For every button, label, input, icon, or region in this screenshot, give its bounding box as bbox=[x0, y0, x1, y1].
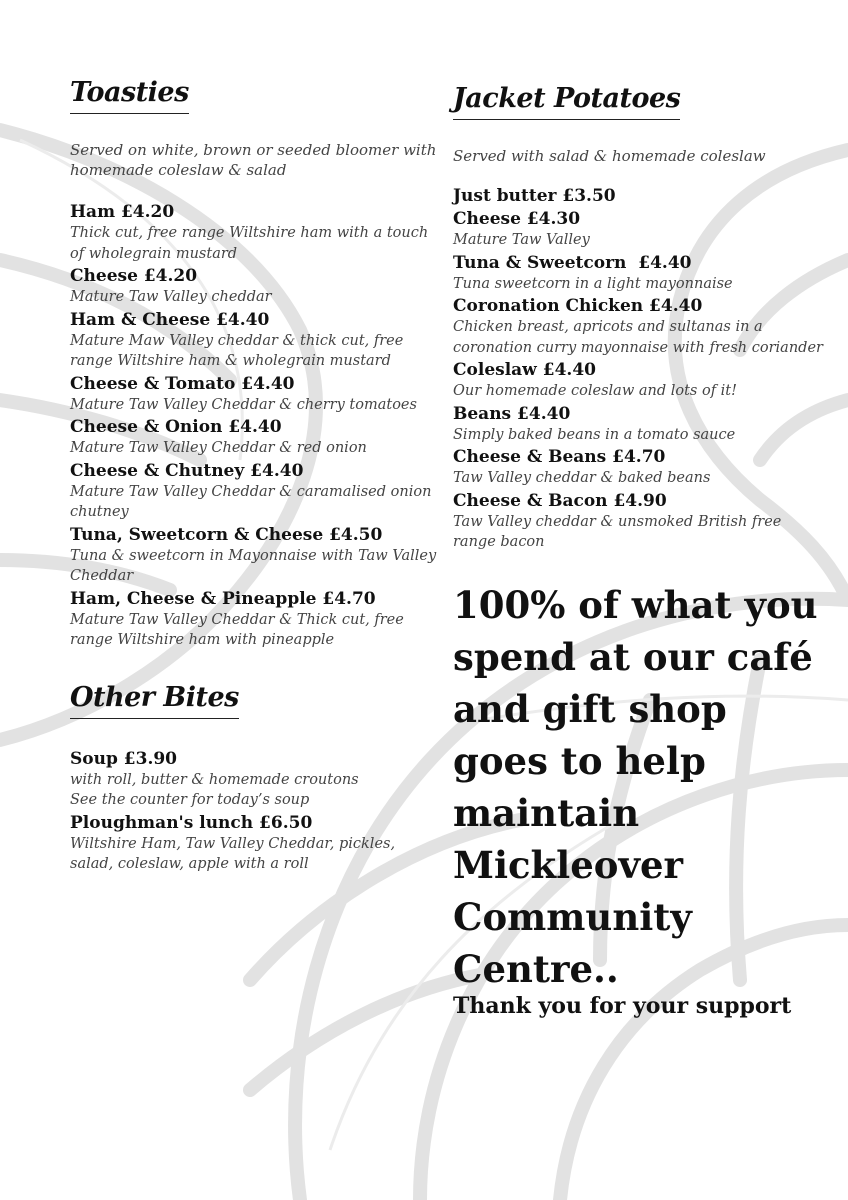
item-name: Cheese £4.20 bbox=[70, 266, 198, 286]
left-column bbox=[70, 76, 440, 877]
toasties-heading: Toasties bbox=[70, 76, 189, 114]
item-desc: Our homemade coleslaw and lots of it! bbox=[453, 383, 737, 399]
item-name: Cheese £4.30 bbox=[453, 209, 581, 229]
menu-item bbox=[70, 589, 440, 651]
item-name: Ham £4.20 bbox=[70, 202, 175, 222]
item-desc: with roll, butter & homemade croutons bbox=[70, 771, 359, 788]
item-desc: Thick cut, free range Wiltshire ham with a touch of wholegrain mustard bbox=[70, 225, 429, 262]
item-name: Cheese & Onion £4.40 bbox=[70, 417, 282, 437]
menu-item bbox=[453, 360, 828, 402]
item-desc: Mature Taw Valley cheddar bbox=[70, 289, 272, 305]
toasties-intro: Served on white, brown or seeded bloomer with homemade coleslaw & salad bbox=[70, 141, 437, 179]
right-column bbox=[453, 82, 828, 1021]
item-name: Soup £3.90 bbox=[70, 748, 178, 769]
item-desc: Mature Taw Valley Cheddar & red onion bbox=[70, 440, 367, 456]
menu-item bbox=[453, 186, 828, 207]
thank-you-note: Thank you for your support bbox=[453, 992, 792, 1019]
jacket-potatoes-heading: Jacket Potatoes bbox=[453, 82, 680, 120]
charity-message: 100% of what you spend at our café and gift shop goes to help maintain Mickleover Community Centre.. bbox=[453, 582, 818, 991]
menu-item bbox=[70, 749, 440, 811]
item-name: Just butter £3.50 bbox=[453, 186, 616, 206]
item-desc: Mature Taw Valley Cheddar & Thick cut, free range Wiltshire ham with pineapple bbox=[70, 611, 404, 648]
menu-item bbox=[70, 310, 440, 372]
menu-item bbox=[70, 266, 440, 308]
menu-item bbox=[453, 253, 828, 295]
item-desc-note: See the counter for today’s soup bbox=[70, 792, 310, 808]
item-name: Ham & Cheese £4.40 bbox=[70, 309, 270, 330]
item-desc: Chicken breast, apricots and sultanas in a coronation curry mayonnaise with fresh coriander bbox=[453, 319, 823, 356]
other-bites-section bbox=[70, 681, 440, 875]
item-desc: Tuna & sweetcorn in Mayonnaise with Taw Valley Cheddar bbox=[70, 547, 437, 584]
item-name: Coronation Chicken £4.40 bbox=[453, 296, 703, 316]
item-desc: Taw Valley cheddar & baked beans bbox=[453, 470, 711, 486]
item-desc: Tuna sweetcorn in a light mayonnaise bbox=[453, 275, 733, 292]
item-desc: Mature Taw Valley Cheddar & caramalised onion chutney bbox=[70, 483, 432, 520]
item-name: Beans £4.40 bbox=[453, 403, 571, 424]
menu-item bbox=[70, 461, 440, 523]
menu-item bbox=[453, 491, 828, 553]
menu-item bbox=[70, 417, 440, 459]
jacket-potatoes-intro: Served with salad & homemade coleslaw bbox=[453, 147, 766, 165]
item-name: Cheese & Tomato £4.40 bbox=[70, 373, 295, 394]
item-name: Tuna & Sweetcorn £4.40 bbox=[453, 252, 692, 273]
item-desc: Taw Valley cheddar & unsmoked British free range bacon bbox=[453, 513, 782, 550]
item-desc: Simply baked beans in a tomato sauce bbox=[453, 426, 736, 443]
jacket-potatoes-section bbox=[453, 82, 828, 553]
item-desc: Wiltshire Ham, Taw Valley Cheddar, pickles, salad, coleslaw, apple with a roll bbox=[70, 835, 396, 872]
item-name: Ploughman's lunch £6.50 bbox=[70, 812, 313, 833]
item-name: Cheese & Chutney £4.40 bbox=[70, 460, 304, 481]
item-name: Coleslaw £4.40 bbox=[453, 360, 596, 380]
menu-item bbox=[70, 202, 440, 264]
item-name: Tuna, Sweetcorn & Cheese £4.50 bbox=[70, 524, 383, 545]
menu-item bbox=[453, 296, 828, 358]
toasties-section bbox=[70, 76, 440, 651]
item-name: Cheese & Bacon £4.90 bbox=[453, 490, 667, 511]
menu-item bbox=[453, 404, 828, 446]
item-name: Cheese & Beans £4.70 bbox=[453, 447, 666, 467]
menu-item bbox=[70, 813, 440, 875]
menu-item bbox=[70, 374, 440, 416]
item-desc: Mature Maw Valley cheddar & thick cut, free range Wiltshire ham & wholegrain mustard bbox=[70, 332, 404, 369]
menu-item bbox=[70, 525, 440, 587]
menu-item bbox=[453, 447, 828, 489]
item-desc: Mature Taw Valley bbox=[453, 232, 590, 248]
item-name: Ham, Cheese & Pineapple £4.70 bbox=[70, 588, 376, 609]
other-bites-heading: Other Bites bbox=[70, 681, 239, 719]
item-desc: Mature Taw Valley Cheddar & cherry tomatoes bbox=[70, 396, 417, 413]
menu-item bbox=[453, 209, 828, 251]
